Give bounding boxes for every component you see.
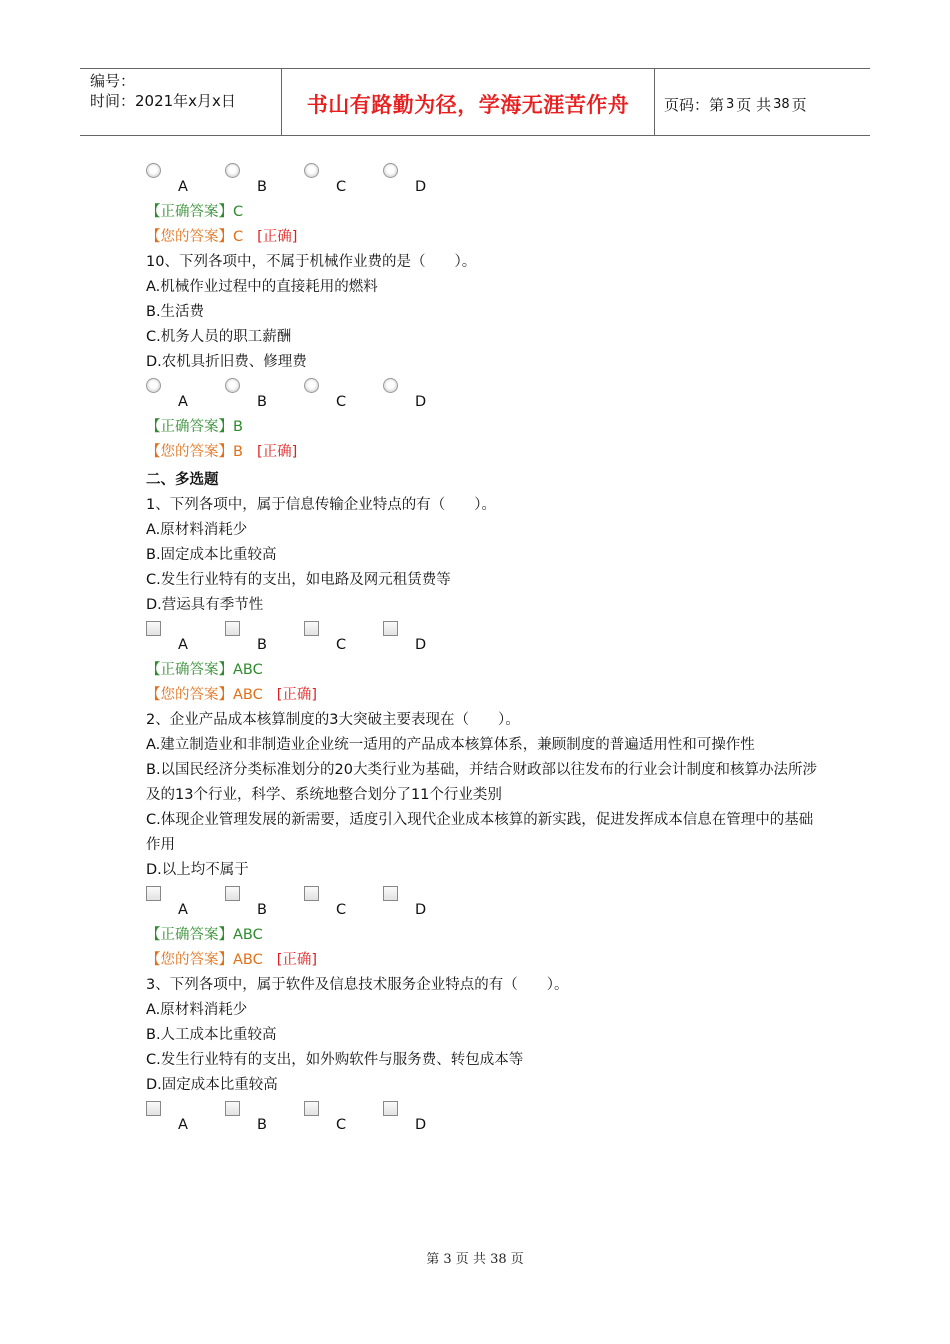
section-title: 二、多选题 [146, 472, 219, 488]
page-middle: 页 共 [736, 95, 772, 114]
radio-icon[interactable] [146, 163, 161, 178]
m2-option-d: D.以上均不属于 [146, 862, 249, 878]
m3-choices [146, 1086, 826, 1133]
footer-page-total: 38 [490, 1252, 507, 1267]
time-label: 时间：2021年x月x日 [90, 92, 236, 110]
page-footer: 第 3 页 共 38 页 [426, 1252, 524, 1267]
m1-option-b: B.固定成本比重较高 [146, 547, 277, 563]
checkbox-icon[interactable] [304, 621, 319, 636]
q10-your-answer: 【您的答案】B [正确] [146, 444, 298, 460]
m3-option-a: A.原材料消耗少 [146, 1002, 248, 1018]
m3-choice-d[interactable]: D [383, 1086, 423, 1130]
checkbox-icon[interactable] [383, 1101, 398, 1116]
checkbox-icon[interactable] [383, 886, 398, 901]
page-suffix: 页 [791, 95, 807, 114]
m2-correct-answer: 【正确答案】ABC [146, 927, 263, 943]
number-label: 编号： [90, 72, 136, 90]
page-current: 3 [726, 96, 735, 112]
q10-stem: 10、下列各项中，不属于机械作业费的是（ ）。 [146, 254, 477, 270]
radio-icon[interactable] [146, 378, 161, 393]
m1-choices [146, 606, 826, 653]
m3-option-b: B.人工成本比重较高 [146, 1027, 277, 1043]
q10-option-d: D.农机具折旧费、修理费 [146, 354, 307, 370]
m3-stem: 3、下列各项中，属于软件及信息技术服务企业特点的有（ ）。 [146, 977, 569, 993]
m2-choice-c[interactable]: C [304, 871, 344, 915]
m3-choice-c[interactable]: C [304, 1086, 344, 1130]
m2-stem: 2、企业产品成本核算制度的3大突破主要表现在（ ）。 [146, 712, 520, 728]
page-total: 38 [773, 96, 790, 112]
checkbox-icon[interactable] [304, 886, 319, 901]
checkbox-icon[interactable] [304, 1101, 319, 1116]
m1-choice-d[interactable]: D [383, 606, 423, 650]
q9-choices [146, 148, 826, 195]
checkbox-icon[interactable] [225, 1101, 240, 1116]
q9-your-answer: 【您的答案】C [正确] [146, 229, 298, 245]
header-meta [80, 69, 282, 135]
m2-choice-b[interactable]: B [225, 871, 265, 915]
q9-choice-a[interactable]: A [146, 148, 186, 192]
m2-option-b: B.以国民经济分类标准划分的20大类行业为基础，并结合财政部以往发布的行业会计制度和核算办法所涉及的13个行业，科学、系统地整合划分了11个行业类别 [146, 762, 818, 803]
m3-choice-a[interactable]: A [146, 1086, 186, 1130]
checkbox-icon[interactable] [383, 621, 398, 636]
radio-icon[interactable] [225, 163, 240, 178]
q9-result-mark: [正确] [257, 229, 298, 245]
checkbox-icon[interactable] [146, 621, 161, 636]
m1-correct-answer: 【正确答案】ABC [146, 662, 263, 678]
checkbox-icon[interactable] [146, 886, 161, 901]
radio-icon[interactable] [383, 378, 398, 393]
m2-option-a: A.建立制造业和非制造业企业统一适用的产品成本核算体系，兼顾制度的普遍适用性和可操作性 [146, 737, 755, 753]
m2-your-answer: 【您的答案】ABC [正确] [146, 952, 318, 968]
checkbox-icon[interactable] [146, 1101, 161, 1116]
m2-choices [146, 871, 826, 918]
header-page-number [655, 69, 870, 135]
m3-option-d: D.固定成本比重较高 [146, 1077, 278, 1093]
m2-choice-a[interactable]: A [146, 871, 186, 915]
checkbox-icon[interactable] [225, 886, 240, 901]
q10-option-c: C.机务人员的职工薪酬 [146, 329, 292, 345]
m1-stem: 1、下列各项中，属于信息传输企业特点的有（ ）。 [146, 497, 496, 513]
q9-correct-answer: 【正确答案】C [146, 204, 244, 220]
header-motto: 书山有路勤为径，学海无涯苦作舟 [282, 69, 655, 135]
m2-choice-d[interactable]: D [383, 871, 423, 915]
footer-page-current: 3 [443, 1252, 452, 1267]
q10-option-a: A.机械作业过程中的直接耗用的燃料 [146, 279, 378, 295]
q10-result-mark: [正确] [256, 444, 298, 460]
q10-choice-d[interactable]: D [383, 363, 423, 407]
q10-choice-a[interactable]: A [146, 363, 186, 407]
q10-choice-b[interactable]: B [225, 363, 265, 407]
q9-choice-c[interactable]: C [304, 148, 344, 192]
m1-option-c: C.发生行业特有的支出，如电路及网元租赁费等 [146, 572, 451, 588]
page-header [80, 68, 870, 136]
radio-icon[interactable] [383, 163, 398, 178]
m1-choice-c[interactable]: C [304, 606, 344, 650]
checkbox-icon[interactable] [225, 621, 240, 636]
m1-choice-b[interactable]: B [225, 606, 265, 650]
m3-choice-b[interactable]: B [225, 1086, 265, 1130]
q10-correct-answer: 【正确答案】B [146, 419, 243, 435]
m1-your-answer: 【您的答案】ABC [正确] [146, 687, 318, 703]
page-prefix: 页码：第 [664, 95, 725, 114]
q9-choice-b[interactable]: B [225, 148, 265, 192]
m1-choice-a[interactable]: A [146, 606, 186, 650]
m1-result-mark: [正确] [276, 687, 318, 703]
m2-result-mark: [正确] [276, 952, 318, 968]
m1-option-d: D.营运具有季节性 [146, 597, 264, 613]
radio-icon[interactable] [225, 378, 240, 393]
m3-option-c: C.发生行业特有的支出，如外购软件与服务费、转包成本等 [146, 1052, 524, 1068]
page-content [146, 148, 826, 1133]
q10-choice-c[interactable]: C [304, 363, 344, 407]
radio-icon[interactable] [304, 378, 319, 393]
q10-choices [146, 363, 826, 410]
q10-option-b: B.生活费 [146, 304, 205, 320]
m1-option-a: A.原材料消耗少 [146, 522, 248, 538]
q9-choice-d[interactable]: D [383, 148, 423, 192]
m2-option-c: C.体现企业管理发展的新需要，适度引入现代企业成本核算的新实践，促进发挥成本信息在管理中的基础作用 [146, 812, 814, 853]
radio-icon[interactable] [304, 163, 319, 178]
